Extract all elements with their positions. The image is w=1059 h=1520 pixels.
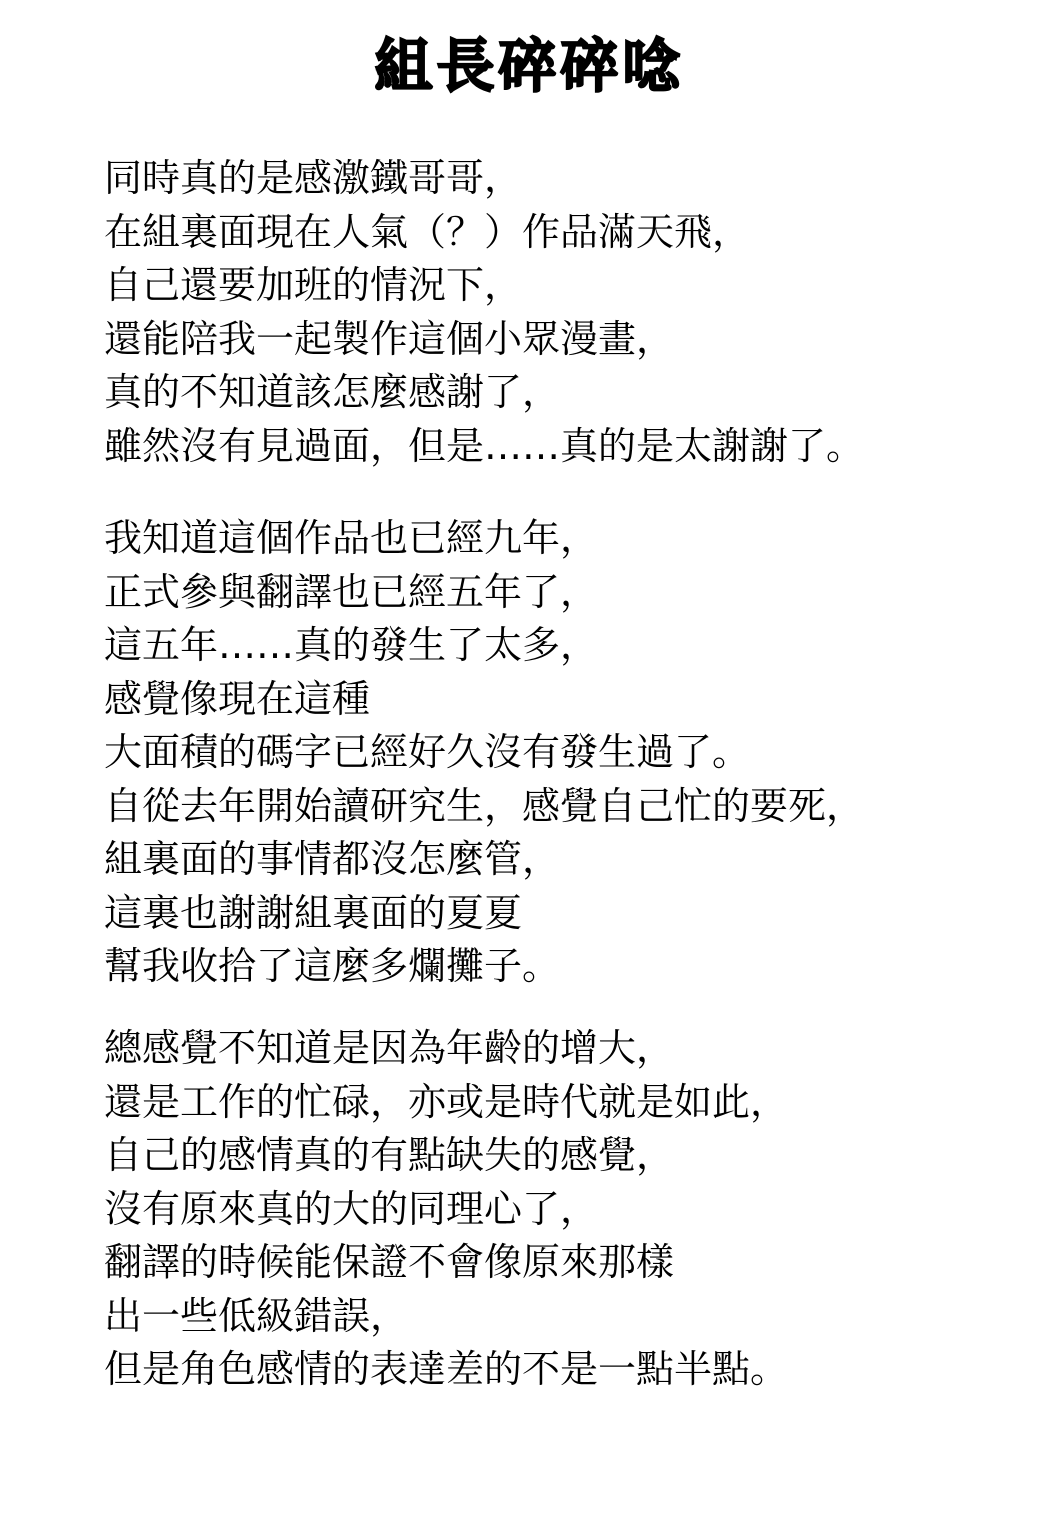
text-line: 真的不知道該怎麼感謝了， — [104, 370, 561, 414]
text-line: 幫我收拾了這麼多爛攤子。 — [104, 944, 561, 988]
text-line: 我知道這個作品也已經九年， — [104, 516, 599, 560]
text-line: 自己的感情真的有點缺失的感覺， — [104, 1133, 675, 1177]
text-line: 在組裏面現在人氣（？）作品滿天飛， — [104, 209, 751, 254]
text-line: 正式參與翻譯也已經五年了， — [104, 569, 599, 614]
text-line: 翻譯的時候能保證不會像原來那樣 — [104, 1240, 675, 1284]
text-line: 還是工作的忙碌，亦或是時代就是如此， — [104, 1079, 789, 1124]
text-line: 大面積的碼字已經好久沒有發生過了。 — [104, 730, 751, 774]
page-title: 組長碎碎唸 — [374, 32, 685, 100]
paragraph-3 — [104, 1022, 984, 1397]
text-line: 雖然沒有見過面，但是……真的是太謝謝了。 — [104, 423, 865, 468]
text-line: 但是角色感情的表達差的不是一點半點。 — [104, 1347, 789, 1391]
text-line: 感覺像現在這種 — [104, 676, 371, 721]
text-line: 同時真的是感激鐵哥哥， — [104, 156, 523, 200]
text-line: 這裏也謝謝組裏面的夏夏 — [104, 890, 523, 935]
text-line: 出一些低級錯誤， — [104, 1293, 409, 1338]
text-line: 自己還要加班的情況下， — [104, 263, 523, 307]
text-line: 組裏面的事情都沒怎麼管， — [104, 837, 561, 881]
text-line: 自從去年開始讀研究生，感覺自己忙的要死， — [104, 783, 865, 828]
paragraph-2 — [104, 512, 984, 994]
text-line: 還能陪我一起製作這個小眾漫畫， — [104, 316, 675, 361]
paragraph-1 — [104, 152, 984, 473]
text-line: 沒有原來真的大的同理心了， — [104, 1186, 599, 1231]
text-line: 總感覺不知道是因為年齡的增大， — [104, 1026, 675, 1070]
text-line: 這五年……真的發生了太多， — [104, 623, 599, 667]
